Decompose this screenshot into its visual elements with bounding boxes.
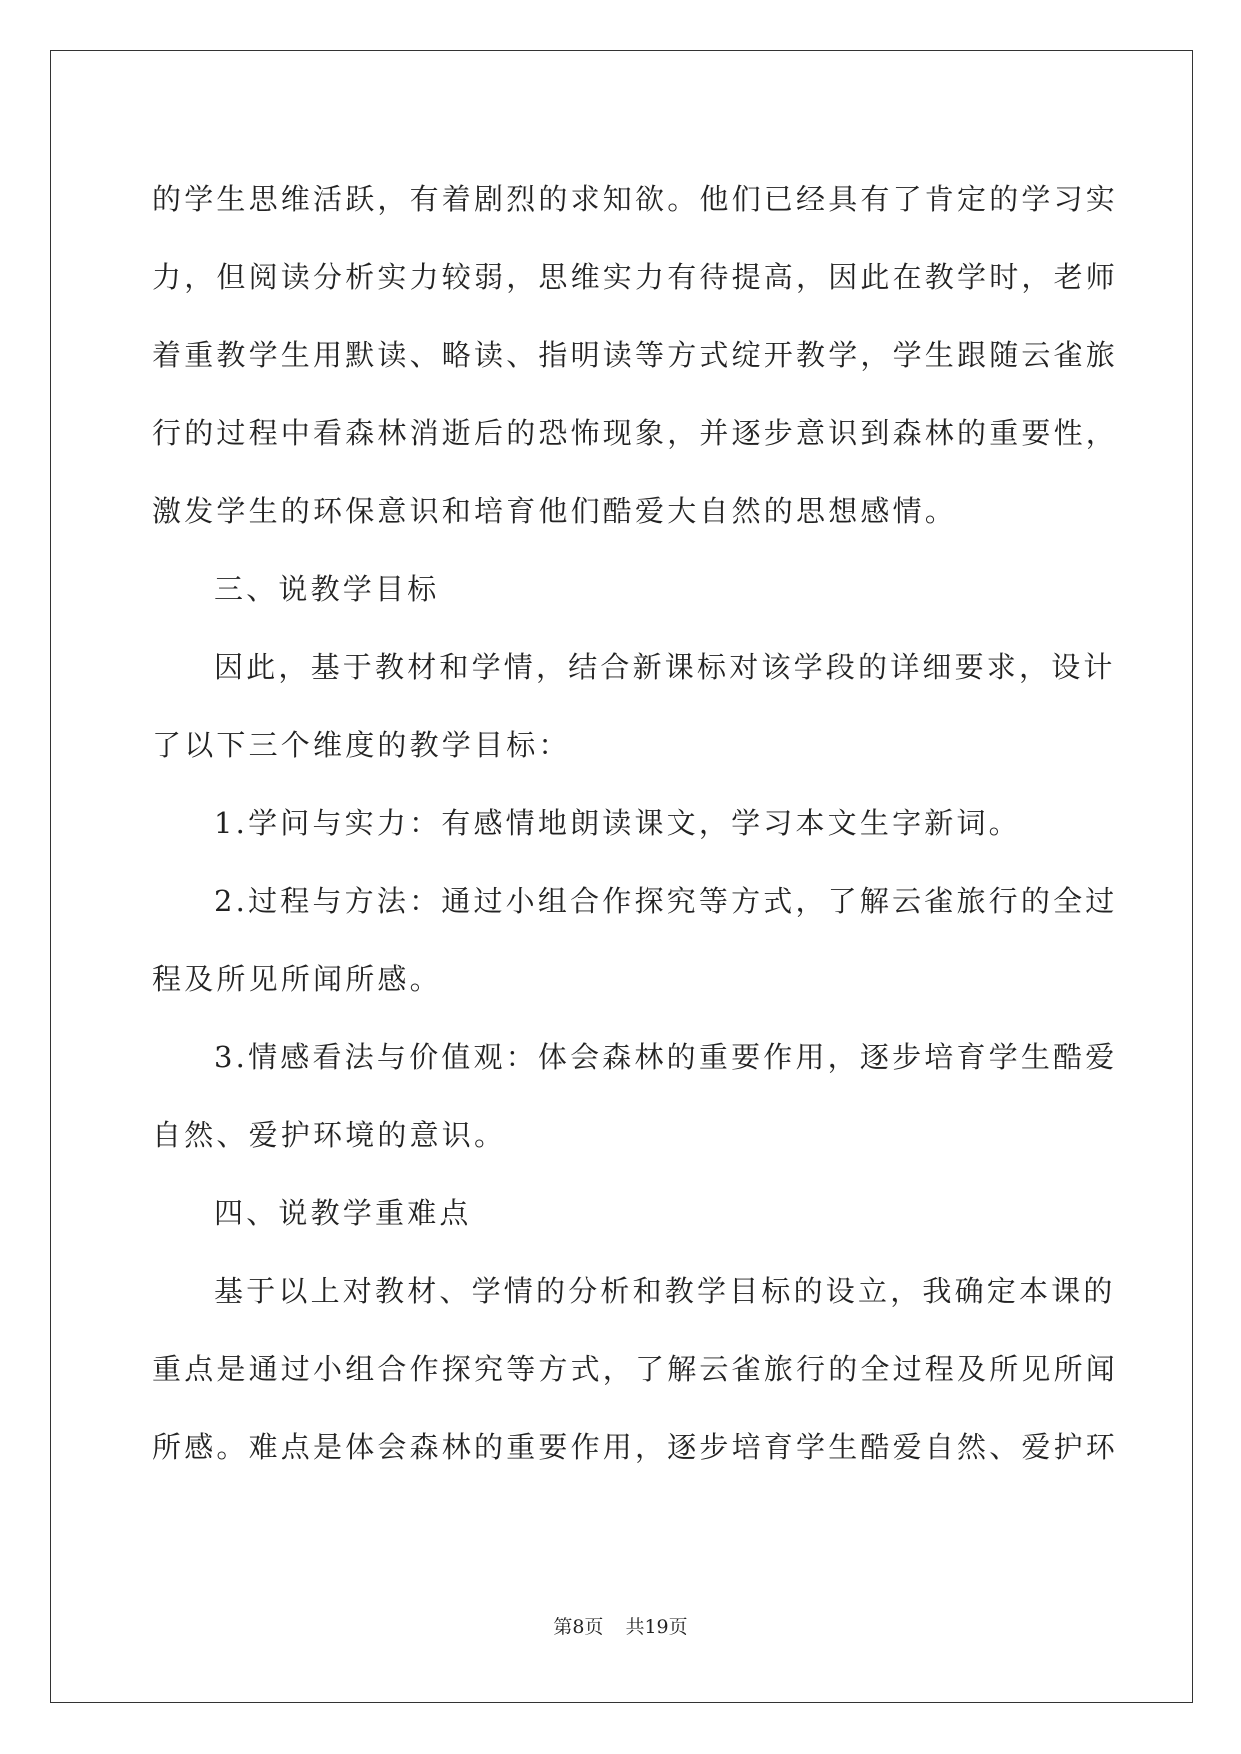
text-line: 自然、爱护环境的意识。 [152, 1118, 507, 1152]
text-line: 因此，基于教材和学情，结合新课标对该学段的详细要求，设计 [214, 650, 1116, 684]
text-line: 力，但阅读分析实力较弱，思维实力有待提高，因此在教学时，老师 [152, 260, 1119, 294]
text-line: 基于以上对教材、学情的分析和教学目标的设立，我确定本课的 [214, 1274, 1116, 1308]
list-item-attitude: 3.情感看法与价值观：体会森林的重要作用，逐步培育学生酷爱 [214, 1040, 1118, 1074]
page-number-current: 第8页 [553, 1616, 604, 1638]
text-line: 重点是通过小组合作探究等方式，了解云雀旅行的全过程及所见所闻 [152, 1352, 1119, 1386]
text-line: 程及所见所闻所感。 [152, 962, 442, 996]
list-item-knowledge: 1.学问与实力：有感情地朗读课文，学习本文生字新词。 [214, 806, 1021, 840]
text-line: 所感。难点是体会森林的重要作用，逐步培育学生酷爱自然、爱护环 [152, 1430, 1119, 1464]
section-heading-key-points: 四、说教学重难点 [214, 1196, 472, 1230]
document-body [152, 160, 1119, 1486]
text-line: 的学生思维活跃，有着剧烈的求知欲。他们已经具有了肯定的学习实 [152, 182, 1119, 216]
section-heading-objectives: 三、说教学目标 [214, 572, 440, 606]
text-line: 着重教学生用默读、略读、指明读等方式绽开教学，学生跟随云雀旅 [152, 338, 1119, 372]
list-item-process: 2.过程与方法：通过小组合作探究等方式，了解云雀旅行的全过 [214, 884, 1118, 918]
page-number-total: 共19页 [625, 1616, 688, 1638]
text-line: 行的过程中看森林消逝后的恐怖现象，并逐步意识到森林的重要性， [152, 416, 1119, 450]
page-footer [0, 1612, 1241, 1639]
text-line: 激发学生的环保意识和培育他们酷爱大自然的思想感情。 [152, 494, 958, 528]
text-line: 了以下三个维度的教学目标： [152, 728, 571, 762]
